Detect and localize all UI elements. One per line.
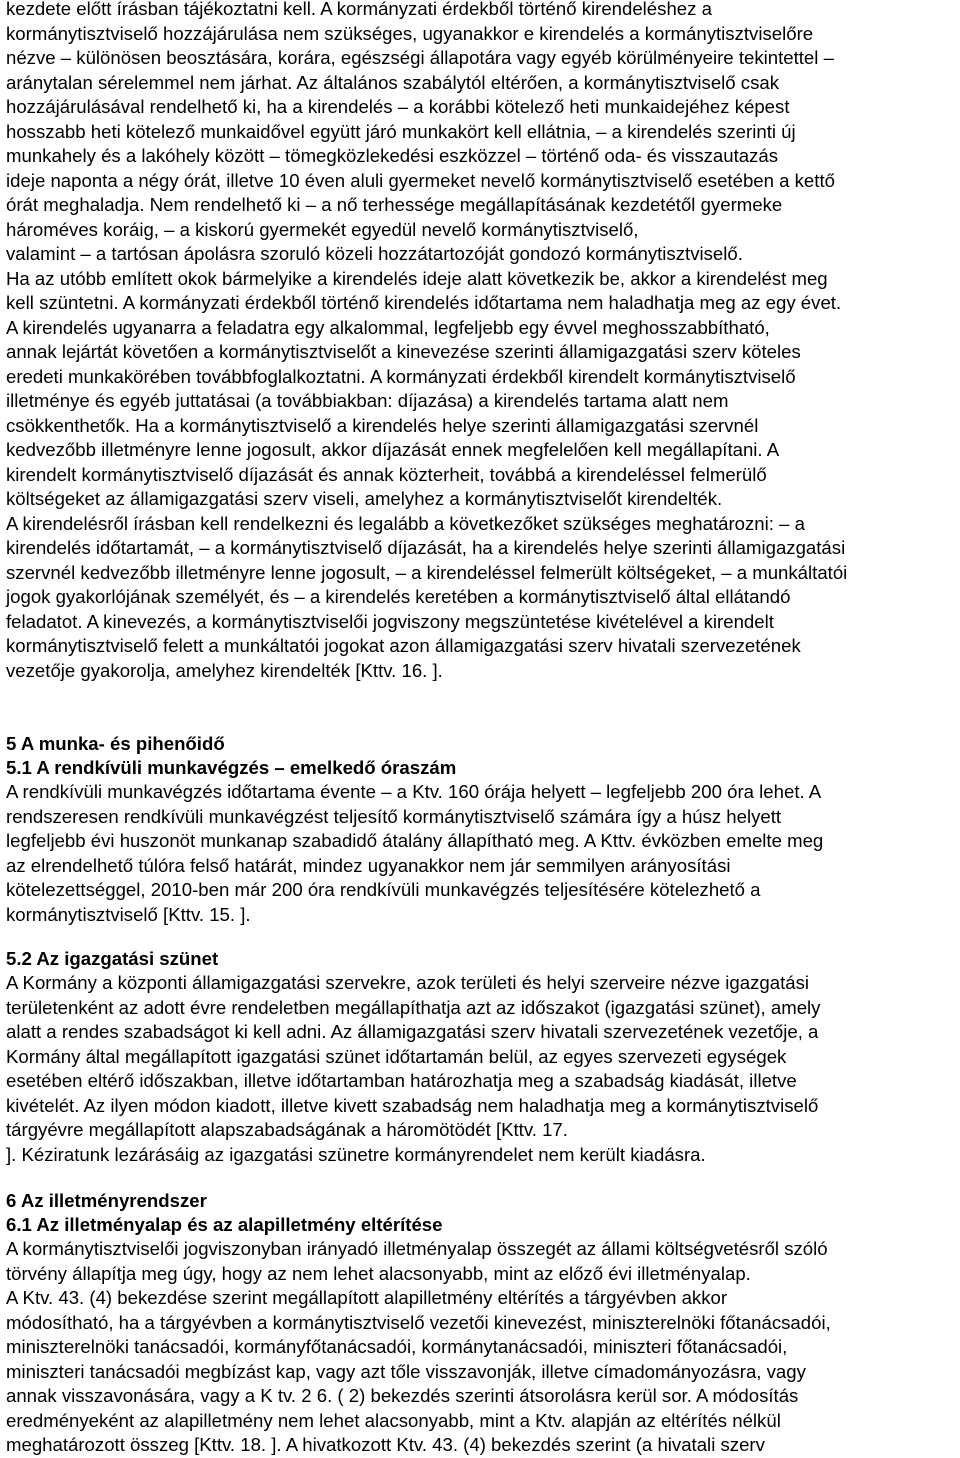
paragraph-rendkivuli-munkavegzes: A rendkívüli munkavégzés időtartama évente – a Ktv. 160 órája helyett – legfeljebb 200 óra lehet. A rendszeresen rendkívüli munkavégzést teljesítő kormánytisztviselő számára így a húsz helyett legfeljebb évi huszonöt munkanap szabadidő átalány állapítható meg. A Kttv. évközben emelte meg az elrendelhető túlóra felső határát, mindez ugyanakkor nem jár semmilyen arányosítási kötelezettséggel, 2010-ben már 200 óra rendkívüli munkavégzés teljesítésére kötelezhető a kormánytisztviselő [Kttv. 15. ]. bbox=[6, 781, 824, 925]
section-heading-6: 6 Az illetményrendszer bbox=[6, 1190, 207, 1211]
section-heading-5-2: 5.2 Az igazgatási szünet bbox=[6, 948, 219, 969]
paragraph-illetmenyalap: A kormánytisztviselői jogviszonyban irányadó illetményalap összegét az állami költségvetésről szóló törvény állapítja meg úgy, hogy az nem lehet alacsonyabb, mint az előző évi illetményalap. A Ktv. 43. (4) bekezdése szerint megállapított alapilletmény eltérítés a tárgyévben akkor módosítható, ha a tárgyévben a kormánytisztviselő vezetői kinevezést, miniszterelnöki főtanácsadói, miniszterelnöki tanácsadói, kormányfőtanácsadói, kormánytanácsadói, miniszteri főtanácsadói, miniszteri tanácsadói megbízást kap, vagy azt tőle visszavonják, illetve címadományozásra, vagy annak visszavonására, vagy a K tv. 2 6. ( 2) bekezdés szerinti átsorolásra kerül sor. A módosítás eredményeként az alapilletmény nem lehet alacsonyabb, mint a Ktv. alapján az eltérítés nélkül meghatározott összeg [Kttv. 18. ]. A hivatkozott Ktv. 43. (4) bekezdés szerint (a hivatali szerv bbox=[6, 1238, 831, 1455]
section-heading-6-1: 6.1 Az illetményalap és az alapilletmény eltérítése bbox=[6, 1214, 443, 1235]
paragraph-igazgatasi-szunet: A Kormány a központi államigazgatási szervekre, azok területi és helyi szerveire nézve igazgatási területenként az adott évre rendeletben megállapíthatja azt az időszakot (igazgatási szünet), amely alatt a rendes szabadságot ki kell adni. Az államigazgatási szerv hivatali szervezetének vezetője, a Kormány által megállapított igazgatási szünet időtartamán belül, az egyes szervezeti egységek esetében eltérő időszakban, illetve időtartamban határozhatja meg a szabadság kiadását, illetve kivételét. Az ilyen módon kiadott, illetve kivett szabadság nem haladhatja meg a kormánytisztviselő tárgyévre megállapított alapszabadságának a háromötödét [Kttv. 17. ]. Kéziratunk lezárásáig az igazgatási szünetre kormányrendelet nem került kiadásra. bbox=[6, 972, 821, 1165]
section-heading-5: 5 A munka- és pihenőidő bbox=[6, 733, 225, 754]
paragraph-kirendeles: kezdete előtt írásban tájékoztatni kell. A kormányzati érdekből történő kirendeléshez a kormánytisztviselő hozzájárulása nem szükséges, ugyanakkor e kirendelés a kormánytisztviselőre nézve – különösen beosztására, korára, egészségi állapotára vagy egyéb körülményeire tekintettel – aránytalan sérelemmel nem járhat. Az általános szabálytól eltérően, a kormánytisztviselő csak hozzájárulásával rendelhető ki, ha a kirendelés – a korábbi kötelező heti munkaidejéhez képest hosszabb heti kötelező munkaidővel együtt járó munkakört kell ellátnia, – a kirendelés szerinti új munkahely és a lakóhely között – tömegközlekedési eszközzel – történő oda- és visszautazás ideje naponta a négy órát, illetve 10 éven aluli gyermeket nevelő kormánytisztviselő esetében a kettő órát meghaladja. Nem rendelhető ki – a nő terhessége megállapításának kezdetétől gyermeke hároméves koráig, – a kiskorú gyermekét egyedül nevelő kormánytisztviselő, valamint – a tartósan ápolásra szoruló közeli hozzátartozóját gondozó kormánytisztviselő. Ha az utóbb említett okok bármelyike a kirendelés ideje alatt következik be, akkor a kirendelést meg kell szüntetni. A kormányzati érdekből történő kirendelés időtartama nem haladhatja meg az egy évet. A kirendelés ugyanarra a feladatra egy alkalommal, legfeljebb egy évvel meghosszabbítható, annak lejártát követően a kormánytisztviselőt a kinevezése szerinti államigazgatási szerv köteles eredeti munkakörében továbbfoglalkoztatni. A kormányzati érdekből kirendelt kormánytisztviselő illetménye és egyéb juttatásai (a továbbiakban: díjazása) a kirendelés tartama alatt nem csökkenthetők. Ha a kormánytisztviselő a kirendelés helye szerinti államigazgatási szervnél kedvezőbb illetményre lenne jogosult, akkor díjazását ennek megfelelően kell megállapítani. A kirendelt kormánytisztviselő díjazását és annak közterheit, továbbá a kirendeléssel felmerülő költségeket az államigazgatási szerv viseli, amelyhez a kormánytisztviselőt kirendelték. A kirendelésről írásban kell rendelkezni és legalább a következőket szükséges meghatározni: – a kirendelés időtartamát, – a kormánytisztviselő díjazását, ha a kirendelés helye szerinti államigazgatási szervnél kedvezőbb illetményre lenne jogosult, – a kirendeléssel felmerült költségeket, – a munkáltatói jogok gyakorlójának személyét, és – a kirendelés keretében a kormánytisztviselő által ellátandó feladatot. A kinevezés, a kormánytisztviselői jogviszony megszüntetése kivételével a kirendelt kormánytisztviselő felett a munkáltatói jogokat azon államigazgatási szerv hivatali szervezetének vezetője gyakorolja, amelyhez kirendelték [Kttv. 16. ]. bbox=[6, 0, 848, 681]
section-heading-5-1: 5.1 A rendkívüli munkavégzés – emelkedő óraszám bbox=[6, 757, 457, 778]
